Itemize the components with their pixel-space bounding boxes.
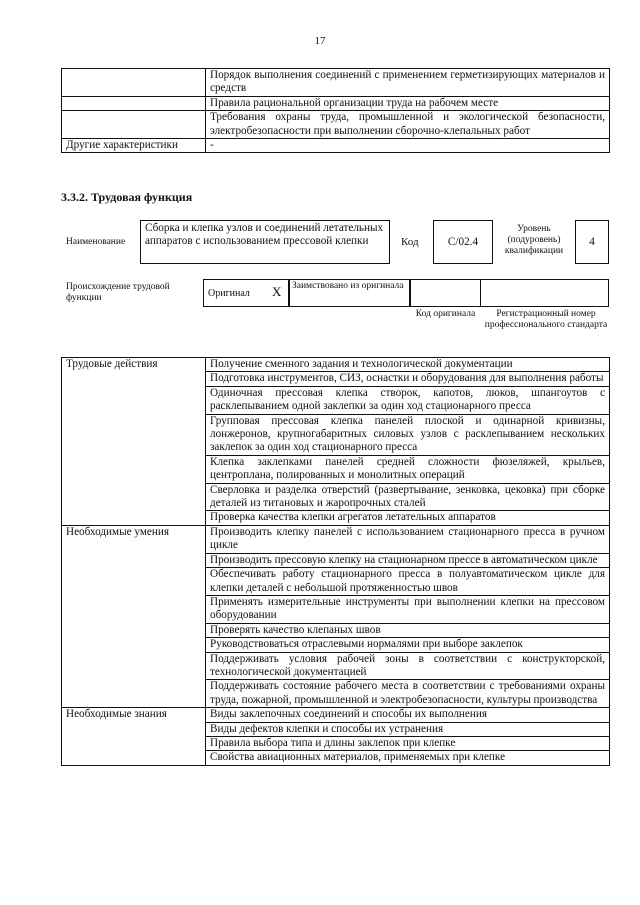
original-label: Оригинал [208, 288, 250, 299]
list-item: Клепка заклепками панелей средней сложности фюзеляжей, крыльев, центроплана, полированных и монолитных операций [206, 455, 610, 483]
row-label [62, 96, 206, 110]
continuation-table [61, 68, 610, 153]
origin-divider [288, 279, 290, 307]
row-label: Другие характеристики [62, 139, 206, 153]
list-item: Виды дефектов клепки и способы их устранения [206, 722, 610, 736]
list-item: Проверять качество клепаных швов [206, 623, 610, 637]
list-item: Групповая прессовая клепка панелей плоской и одинарной кривизны, лонжеронов, крупногабаритных силовых узлов с расклепыванием нескольких заклепок за один ход стационарного пресса [206, 414, 610, 455]
table-row [62, 708, 610, 722]
list-item: Обеспечивать работу стационарного пресса в полуавтоматическом цикле для клепки деталей с небольшой протяженностью швов [206, 568, 610, 596]
function-code: C/02.4 [433, 220, 493, 264]
list-item: Поддерживать состояние рабочего места в соответствии с требованиями охраны труда, пожарной, промышленной и электробезопасности, культуры производства [206, 680, 610, 708]
list-item: Сверловка и разделка отверстий (развертывание, зенковка, цековка) при сборке деталей из титановых и жаропрочных сталей [206, 483, 610, 511]
name-label: Наименование [66, 237, 126, 247]
row-text: Порядок выполнения соединений с применением герметизирующих материалов и средств [206, 69, 610, 97]
list-item: Свойства авиационных материалов, применяемых при клепке [206, 751, 610, 765]
function-table [61, 357, 610, 766]
list-item: Руководствоваться отраслевыми нормалями при выборе заклепок [206, 638, 610, 652]
table-row [62, 111, 610, 139]
table-row [62, 69, 610, 97]
code-label: Код [401, 236, 419, 248]
table-row [62, 139, 610, 153]
list-item: Применять измерительные инструменты при выполнении клепки на прессовом оборудовании [206, 595, 610, 623]
table-row [62, 358, 610, 372]
row-label [62, 69, 206, 97]
page-number: 17 [314, 35, 326, 47]
section-heading: 3.3.2. Трудовая функция [61, 190, 193, 204]
group-label: Необходимые знания [62, 708, 206, 766]
borrowed-label: Заимствовано из оригинала [292, 281, 404, 291]
row-text: Требования охраны труда, промышленной и экологической безопасности, электробезопасности при выполнении сборочно-клепальных работ [206, 111, 610, 139]
origin-reg-cell [480, 279, 609, 307]
code-caption: Код оригинала [415, 309, 476, 319]
level-value: 4 [575, 220, 609, 264]
list-item: Правила выбора типа и длины заклепок при клепке [206, 736, 610, 750]
reg-caption: Регистрационный номер профессионального стандарта [484, 309, 608, 330]
list-item: Производить прессовую клепку на стационарном прессе в автоматическом цикле [206, 553, 610, 567]
row-label [62, 111, 206, 139]
list-item: Проверка качества клепки агрегатов летательных аппаратов [206, 511, 610, 525]
list-item: Получение сменного задания и технологической документации [206, 358, 610, 372]
row-text: - [206, 139, 610, 153]
list-item: Подготовка инструментов, СИЗ, оснастки и оборудования для выполнения работы [206, 372, 610, 386]
row-text: Правила рациональной организации труда на рабочем месте [206, 96, 610, 110]
list-item: Одиночная прессовая клепка створок, капотов, люков, шпангоутов с расклепыванием одной заклепки за один ход стационарного пресса [206, 386, 610, 414]
origin-code-cell [410, 279, 481, 307]
list-item: Поддерживать условия рабочей зоны в соответствии с конструкторской, технологической документацией [206, 652, 610, 680]
origin-label: Происхождение трудовой функции [66, 282, 170, 303]
table-row [62, 96, 610, 110]
level-label: Уровень (подуровень) квалификации [504, 224, 564, 256]
function-name: Сборка и клепка узлов и соединений летательных аппаратов с использованием прессовой клепки [140, 220, 390, 264]
table-row [62, 525, 610, 553]
group-label: Необходимые умения [62, 525, 206, 707]
original-mark: X [272, 284, 282, 299]
group-label: Трудовые действия [62, 358, 206, 526]
list-item: Производить клепку панелей с использованием стационарного пресса в ручном цикле [206, 525, 610, 553]
list-item: Виды заклепочных соединений и способы их выполнения [206, 708, 610, 722]
